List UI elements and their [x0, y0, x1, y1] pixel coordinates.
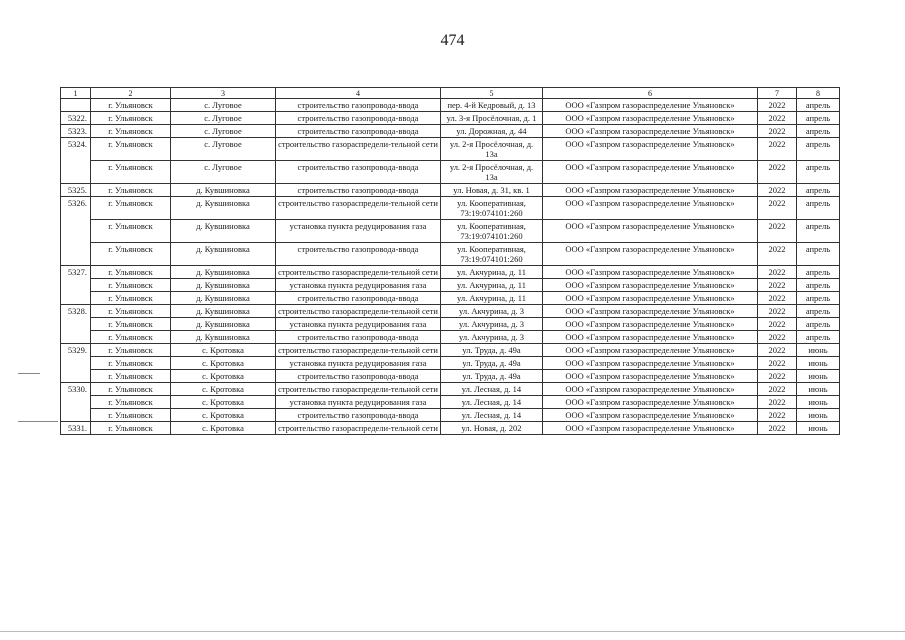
work-type-cell: строительство газораспредели-тельной сети: [276, 422, 441, 435]
settlement-cell: с. Луговое: [171, 161, 276, 184]
year-cell: 2022: [758, 292, 797, 305]
year-cell: 2022: [758, 344, 797, 357]
year-cell: 2022: [758, 383, 797, 396]
table-row: [61, 184, 840, 197]
address-cell: ул. 3-я Просёлочная, д. 1: [441, 112, 543, 125]
year-cell: 2022: [758, 396, 797, 409]
month-cell: апрель: [797, 318, 840, 331]
settlement-cell: с. Кротовка: [171, 370, 276, 383]
organization-cell: ООО «Газпром газораспределение Ульяновск»: [543, 99, 758, 112]
address-cell: ул. Новая, д. 31, кв. 1: [441, 184, 543, 197]
settlement-cell: с. Кротовка: [171, 409, 276, 422]
organization-cell: ООО «Газпром газораспределение Ульяновск»: [543, 370, 758, 383]
address-cell: ул. Кооперативная, 73:19:074101:260: [441, 220, 543, 243]
table-row: [61, 243, 840, 266]
work-type-cell: установка пункта редуцирования газа: [276, 220, 441, 243]
organization-cell: ООО «Газпром газораспределение Ульяновск»: [543, 383, 758, 396]
header-row: [61, 88, 840, 99]
table-body: [61, 99, 840, 435]
address-cell: ул. Акчурина, д. 3: [441, 318, 543, 331]
month-cell: апрель: [797, 305, 840, 318]
table-row: [61, 409, 840, 422]
item-number-cell: 5328.: [61, 305, 91, 344]
month-cell: апрель: [797, 279, 840, 292]
address-cell: ул. Кооперативная, 73:19:074101:260: [441, 197, 543, 220]
year-cell: 2022: [758, 243, 797, 266]
city-cell: г. Ульяновск: [91, 243, 171, 266]
work-type-cell: строительство газопровода-ввода: [276, 161, 441, 184]
settlement-cell: д. Кувшиновка: [171, 266, 276, 279]
city-cell: г. Ульяновск: [91, 112, 171, 125]
header-cell-month: 8: [797, 88, 840, 99]
item-number-cell: 5330.: [61, 383, 91, 422]
month-cell: апрель: [797, 99, 840, 112]
month-cell: апрель: [797, 161, 840, 184]
item-number-cell: 5322.: [61, 112, 91, 125]
month-cell: апрель: [797, 220, 840, 243]
city-cell: г. Ульяновск: [91, 161, 171, 184]
organization-cell: ООО «Газпром газораспределение Ульяновск»: [543, 396, 758, 409]
month-cell: июнь: [797, 344, 840, 357]
organization-cell: ООО «Газпром газораспределение Ульяновск»: [543, 409, 758, 422]
table-row: [61, 197, 840, 220]
address-cell: ул. Кооперативная, 73:19:074101:260: [441, 243, 543, 266]
month-cell: июнь: [797, 422, 840, 435]
month-cell: июнь: [797, 357, 840, 370]
settlement-cell: д. Кувшиновка: [171, 331, 276, 344]
table-row: [61, 292, 840, 305]
organization-cell: ООО «Газпром газораспределение Ульяновск»: [543, 220, 758, 243]
settlement-cell: д. Кувшиновка: [171, 318, 276, 331]
work-type-cell: строительство газопровода-ввода: [276, 184, 441, 197]
city-cell: г. Ульяновск: [91, 197, 171, 220]
settlement-cell: с. Кротовка: [171, 357, 276, 370]
city-cell: г. Ульяновск: [91, 292, 171, 305]
work-type-cell: строительство газораспредели-тельной сети: [276, 383, 441, 396]
year-cell: 2022: [758, 161, 797, 184]
city-cell: г. Ульяновск: [91, 331, 171, 344]
table-row: [61, 161, 840, 184]
settlement-cell: д. Кувшиновка: [171, 279, 276, 292]
address-cell: ул. Лесная, д. 14: [441, 396, 543, 409]
item-number-cell: 5331.: [61, 422, 91, 435]
organization-cell: ООО «Газпром газораспределение Ульяновск»: [543, 305, 758, 318]
year-cell: 2022: [758, 409, 797, 422]
table-row: [61, 138, 840, 161]
register-table: [60, 87, 840, 435]
year-cell: 2022: [758, 331, 797, 344]
settlement-cell: с. Луговое: [171, 138, 276, 161]
city-cell: г. Ульяновск: [91, 383, 171, 396]
settlement-cell: с. Кротовка: [171, 383, 276, 396]
city-cell: г. Ульяновск: [91, 138, 171, 161]
work-type-cell: строительство газопровода-ввода: [276, 409, 441, 422]
organization-cell: ООО «Газпром газораспределение Ульяновск»: [543, 184, 758, 197]
year-cell: 2022: [758, 125, 797, 138]
work-type-cell: строительство газораспредели-тельной сети: [276, 344, 441, 357]
year-cell: 2022: [758, 370, 797, 383]
table-row: [61, 305, 840, 318]
address-cell: ул. Лесная, д. 14: [441, 383, 543, 396]
settlement-cell: д. Кувшиновка: [171, 220, 276, 243]
address-cell: ул. Труда, д. 49а: [441, 344, 543, 357]
city-cell: г. Ульяновск: [91, 357, 171, 370]
address-cell: ул. Дорожная, д. 44: [441, 125, 543, 138]
year-cell: 2022: [758, 99, 797, 112]
year-cell: 2022: [758, 138, 797, 161]
organization-cell: ООО «Газпром газораспределение Ульяновск»: [543, 331, 758, 344]
settlement-cell: д. Кувшиновка: [171, 197, 276, 220]
table-header: [61, 88, 840, 99]
organization-cell: ООО «Газпром газораспределение Ульяновск»: [543, 125, 758, 138]
year-cell: 2022: [758, 318, 797, 331]
work-type-cell: установка пункта редуцирования газа: [276, 318, 441, 331]
year-cell: 2022: [758, 279, 797, 292]
settlement-cell: с. Луговое: [171, 99, 276, 112]
header-cell-year: 7: [758, 88, 797, 99]
table-row: [61, 112, 840, 125]
organization-cell: ООО «Газпром газораспределение Ульяновск»: [543, 161, 758, 184]
organization-cell: ООО «Газпром газораспределение Ульяновск»: [543, 112, 758, 125]
address-cell: ул. Лесная, д. 14: [441, 409, 543, 422]
settlement-cell: с. Луговое: [171, 125, 276, 138]
work-type-cell: строительство газораспредели-тельной сети: [276, 138, 441, 161]
city-cell: г. Ульяновск: [91, 422, 171, 435]
address-cell: ул. Акчурина, д. 3: [441, 331, 543, 344]
address-cell: ул. Акчурина, д. 11: [441, 266, 543, 279]
city-cell: г. Ульяновск: [91, 220, 171, 243]
item-number-cell: 5323.: [61, 125, 91, 138]
table-row: [61, 99, 840, 112]
address-cell: ул. Труда, д. 49а: [441, 357, 543, 370]
city-cell: г. Ульяновск: [91, 370, 171, 383]
city-cell: г. Ульяновск: [91, 279, 171, 292]
month-cell: апрель: [797, 184, 840, 197]
organization-cell: ООО «Газпром газораспределение Ульяновск»: [543, 292, 758, 305]
table-row: [61, 357, 840, 370]
organization-cell: ООО «Газпром газораспределение Ульяновск»: [543, 357, 758, 370]
city-cell: г. Ульяновск: [91, 318, 171, 331]
address-cell: ул. Акчурина, д. 3: [441, 305, 543, 318]
item-number-cell: 5329.: [61, 344, 91, 383]
work-type-cell: строительство газораспредели-тельной сети: [276, 305, 441, 318]
settlement-cell: с. Кротовка: [171, 396, 276, 409]
city-cell: г. Ульяновск: [91, 184, 171, 197]
item-number-cell: [61, 99, 91, 112]
table-row: [61, 318, 840, 331]
address-cell: пер. 4-й Кедровый, д. 13: [441, 99, 543, 112]
table-row: [61, 344, 840, 357]
month-cell: апрель: [797, 292, 840, 305]
month-cell: июнь: [797, 383, 840, 396]
page-bottom-edge: [0, 631, 905, 632]
organization-cell: ООО «Газпром газораспределение Ульяновск»: [543, 243, 758, 266]
organization-cell: ООО «Газпром газораспределение Ульяновск»: [543, 318, 758, 331]
table-row: [61, 422, 840, 435]
city-cell: г. Ульяновск: [91, 409, 171, 422]
work-type-cell: строительство газопровода-ввода: [276, 112, 441, 125]
work-type-cell: строительство газопровода-ввода: [276, 370, 441, 383]
month-cell: июнь: [797, 396, 840, 409]
table-row: [61, 266, 840, 279]
month-cell: апрель: [797, 266, 840, 279]
organization-cell: ООО «Газпром газораспределение Ульяновск»: [543, 279, 758, 292]
table-row: [61, 125, 840, 138]
year-cell: 2022: [758, 197, 797, 220]
city-cell: г. Ульяновск: [91, 266, 171, 279]
header-cell-address: 5: [441, 88, 543, 99]
month-cell: апрель: [797, 112, 840, 125]
item-number-cell: 5326.: [61, 197, 91, 266]
item-number-cell: 5324.: [61, 138, 91, 184]
address-cell: ул. Новая, д. 202: [441, 422, 543, 435]
organization-cell: ООО «Газпром газораспределение Ульяновск»: [543, 422, 758, 435]
header-cell-organization: 6: [543, 88, 758, 99]
work-type-cell: строительство газопровода-ввода: [276, 292, 441, 305]
settlement-cell: с. Кротовка: [171, 344, 276, 357]
city-cell: г. Ульяновск: [91, 99, 171, 112]
address-cell: ул. Акчурина, д. 11: [441, 279, 543, 292]
address-cell: ул. 2-я Просёлочная, д. 13а: [441, 138, 543, 161]
work-type-cell: установка пункта редуцирования газа: [276, 279, 441, 292]
address-cell: ул. Труда, д. 49а: [441, 370, 543, 383]
header-cell-number: 1: [61, 88, 91, 99]
margin-mark: [18, 373, 40, 374]
organization-cell: ООО «Газпром газораспределение Ульяновск»: [543, 197, 758, 220]
table-row: [61, 331, 840, 344]
work-type-cell: строительство газораспредели-тельной сети: [276, 197, 441, 220]
month-cell: июнь: [797, 409, 840, 422]
work-type-cell: строительство газопровода-ввода: [276, 125, 441, 138]
settlement-cell: д. Кувшиновка: [171, 292, 276, 305]
margin-mark: [18, 421, 58, 422]
year-cell: 2022: [758, 357, 797, 370]
header-cell-work: 4: [276, 88, 441, 99]
table-row: [61, 279, 840, 292]
table-row: [61, 220, 840, 243]
work-type-cell: установка пункта редуцирования газа: [276, 396, 441, 409]
item-number-cell: 5327.: [61, 266, 91, 305]
organization-cell: ООО «Газпром газораспределение Ульяновск»: [543, 266, 758, 279]
page-number: 474: [440, 32, 465, 49]
year-cell: 2022: [758, 266, 797, 279]
address-cell: ул. Акчурина, д. 11: [441, 292, 543, 305]
organization-cell: ООО «Газпром газораспределение Ульяновск»: [543, 344, 758, 357]
settlement-cell: д. Кувшиновка: [171, 243, 276, 266]
settlement-cell: с. Луговое: [171, 112, 276, 125]
work-type-cell: установка пункта редуцирования газа: [276, 357, 441, 370]
table-row: [61, 383, 840, 396]
settlement-cell: с. Кротовка: [171, 422, 276, 435]
year-cell: 2022: [758, 112, 797, 125]
month-cell: апрель: [797, 197, 840, 220]
city-cell: г. Ульяновск: [91, 344, 171, 357]
month-cell: апрель: [797, 125, 840, 138]
header-cell-city: 2: [91, 88, 171, 99]
header-cell-settlement: 3: [171, 88, 276, 99]
month-cell: июнь: [797, 370, 840, 383]
year-cell: 2022: [758, 184, 797, 197]
year-cell: 2022: [758, 220, 797, 243]
year-cell: 2022: [758, 305, 797, 318]
work-type-cell: строительство газопровода-ввода: [276, 331, 441, 344]
item-number-cell: 5325.: [61, 184, 91, 197]
year-cell: 2022: [758, 422, 797, 435]
city-cell: г. Ульяновск: [91, 396, 171, 409]
work-type-cell: строительство газопровода-ввода: [276, 243, 441, 266]
address-cell: ул. 2-я Просёлочная, д. 13а: [441, 161, 543, 184]
settlement-cell: д. Кувшиновка: [171, 305, 276, 318]
city-cell: г. Ульяновск: [91, 305, 171, 318]
month-cell: апрель: [797, 138, 840, 161]
month-cell: апрель: [797, 331, 840, 344]
table-row: [61, 396, 840, 409]
settlement-cell: д. Кувшиновка: [171, 184, 276, 197]
table-row: [61, 370, 840, 383]
organization-cell: ООО «Газпром газораспределение Ульяновск»: [543, 138, 758, 161]
work-type-cell: строительство газопровода-ввода: [276, 99, 441, 112]
work-type-cell: строительство газораспредели-тельной сети: [276, 266, 441, 279]
city-cell: г. Ульяновск: [91, 125, 171, 138]
month-cell: апрель: [797, 243, 840, 266]
